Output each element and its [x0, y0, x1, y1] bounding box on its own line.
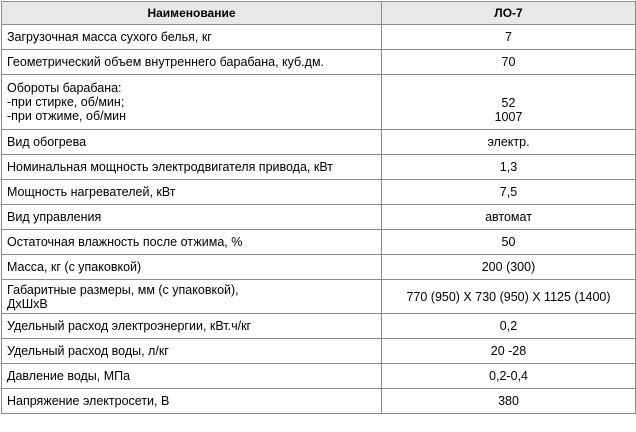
param-value: 70 [382, 50, 636, 75]
param-name: Удельный расход воды, л/кг [2, 339, 382, 364]
param-name: Вид обогрева [2, 130, 382, 155]
param-name-line: ДхШхВ [7, 296, 48, 311]
param-name [2, 75, 382, 130]
table-row [2, 75, 636, 130]
table-row [2, 255, 636, 280]
param-value: 1,3 [382, 155, 636, 180]
param-name-line: -при стирке, об/мин; [7, 95, 125, 109]
param-value: 770 (950) Х 730 (950) Х 1125 (1400) [382, 280, 636, 314]
param-value: 380 [382, 389, 636, 414]
table-row [2, 205, 636, 230]
param-name: Удельный расход электроэнергии, кВт.ч/кг [2, 314, 382, 339]
param-name: Давление воды, МПа [2, 364, 382, 389]
param-value: электр. [382, 130, 636, 155]
header-name: Наименование [2, 2, 382, 25]
param-name: Геометрический объем внутреннего барабана, куб.дм. [2, 50, 382, 75]
param-name-line: Обороты барабана: [7, 81, 122, 95]
param-value: автомат [382, 205, 636, 230]
param-value: 7 [382, 25, 636, 50]
table-row [2, 314, 636, 339]
param-name: Вид управления [2, 205, 382, 230]
param-value: 200 (300) [382, 255, 636, 280]
param-value [382, 75, 636, 130]
table-row [2, 280, 636, 314]
table-row [2, 180, 636, 205]
param-name: Номинальная мощность электродвигателя привода, кВт [2, 155, 382, 180]
param-name [2, 280, 382, 314]
table-row [2, 155, 636, 180]
param-value: 0,2-0,4 [382, 364, 636, 389]
table-row [2, 230, 636, 255]
param-value-line: 52 [501, 96, 516, 110]
param-value: 50 [382, 230, 636, 255]
header-model: ЛО-7 [382, 2, 636, 25]
table-row [2, 339, 636, 364]
param-value: 20 -28 [382, 339, 636, 364]
table-row [2, 130, 636, 155]
param-name: Напряжение электросети, В [2, 389, 382, 414]
table-row [2, 389, 636, 414]
param-name: Загрузочная масса сухого белья, кг [2, 25, 382, 50]
param-value: 7,5 [382, 180, 636, 205]
param-name-line: -при отжиме, об/мин [7, 109, 127, 123]
table-row [2, 364, 636, 389]
param-value: 0,2 [382, 314, 636, 339]
param-value-line: 1007 [494, 110, 523, 124]
param-name: Масса, кг (с упаковкой) [2, 255, 382, 280]
param-name: Мощность нагревателей, кВт [2, 180, 382, 205]
spec-table [1, 1, 636, 414]
table-row [2, 50, 636, 75]
param-name: Остаточная влажность после отжима, % [2, 230, 382, 255]
table-row [2, 25, 636, 50]
param-name-line: Габаритные размеры, мм (с упаковкой), [7, 282, 239, 297]
table-header-row [2, 2, 636, 25]
